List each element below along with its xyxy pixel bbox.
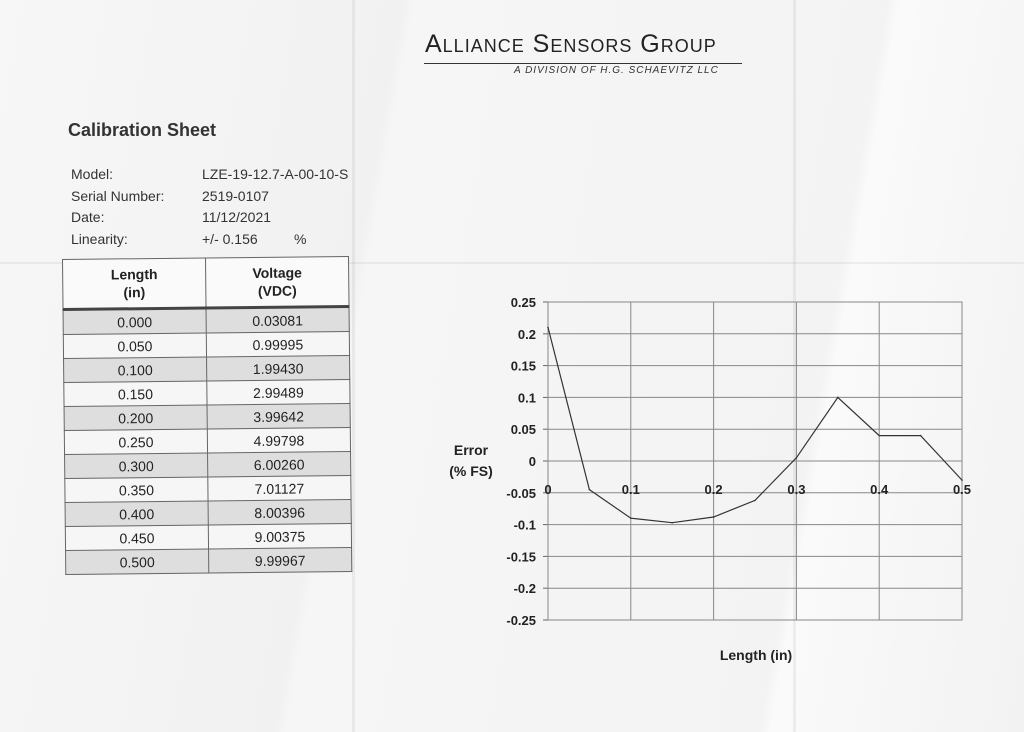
calibration-table (62, 256, 352, 575)
serial-label: Serial Number: (71, 188, 165, 204)
table-header-row (63, 256, 350, 309)
table-row (66, 547, 352, 574)
table-row (65, 475, 351, 502)
length-cell: 0.300 (65, 453, 208, 478)
y-axis-label: Error (453, 442, 489, 458)
voltage-cell: 6.00260 (208, 451, 351, 476)
length-cell: 0.400 (65, 501, 208, 526)
length-column-header (63, 258, 207, 309)
table-row (63, 331, 349, 358)
model-value: LZE-19-12.7-A-00-10-S (202, 166, 349, 182)
table-row (63, 306, 349, 334)
sheet-title: Calibration Sheet (68, 120, 217, 140)
y-tick-label: -0.15 (506, 549, 536, 565)
voltage-cell: 1.99430 (207, 355, 350, 380)
x-tick-label: 0 (544, 482, 552, 497)
table-row (65, 523, 351, 550)
date-value: 11/12/2021 (202, 209, 272, 225)
length-header-line2: (in) (123, 284, 146, 301)
data-point (920, 435, 922, 437)
length-cell: 0.150 (64, 381, 207, 406)
data-point (961, 479, 963, 481)
y-tick-label: -0.1 (513, 517, 536, 533)
x-axis-label: Length (in) (719, 647, 793, 663)
voltage-cell: 9.00375 (208, 523, 351, 548)
x-tick-label: 0.3 (787, 482, 806, 497)
y-tick-label: 0.05 (510, 422, 536, 438)
voltage-header-line2: (VDC) (257, 282, 297, 299)
y-tick-label: 0.1 (517, 390, 536, 406)
length-header-line1: Length (110, 266, 158, 283)
length-cell: 0.100 (64, 357, 207, 382)
y-tick-label: 0 (528, 454, 536, 469)
linearity-value: +/- 0.156 (202, 231, 258, 247)
linearity-unit: % (294, 231, 307, 247)
data-point (547, 327, 549, 329)
voltage-cell: 7.01127 (208, 475, 351, 500)
length-cell: 0.250 (64, 429, 207, 454)
y-tick-label: -0.25 (506, 613, 536, 628)
length-cell: 0.000 (63, 308, 206, 334)
y-tick-label: -0.2 (513, 581, 536, 597)
date-label: Date: (71, 209, 105, 225)
x-tick-label: 0.2 (704, 482, 723, 497)
length-cell: 0.050 (63, 333, 206, 358)
serial-value: 2519-0107 (202, 188, 269, 204)
voltage-column-header (205, 256, 349, 307)
table-row (64, 403, 350, 430)
x-tick-label: 0.5 (952, 482, 972, 497)
table-row (65, 499, 351, 526)
y-tick-label: 0.2 (517, 326, 536, 342)
y-axis-label: (% FS) (449, 463, 493, 479)
length-cell: 0.500 (66, 549, 209, 574)
data-point (589, 489, 591, 491)
length-cell: 0.350 (65, 477, 208, 502)
data-point (796, 457, 798, 459)
error-chart (440, 280, 1000, 680)
voltage-cell: 9.99967 (209, 547, 352, 572)
length-cell: 0.450 (65, 525, 208, 550)
x-tick-label: 0.4 (870, 482, 889, 497)
table-row (64, 355, 350, 382)
length-cell: 0.200 (64, 405, 207, 430)
y-tick-label: 0.25 (510, 295, 536, 310)
voltage-cell: 0.03081 (206, 306, 349, 332)
data-point (837, 397, 839, 399)
brand-logo-name: Alliance Sensors Group (425, 30, 717, 58)
y-tick-label: 0.15 (510, 358, 536, 374)
y-tick-label: -0.05 (506, 485, 536, 501)
linearity-label: Linearity: (71, 231, 128, 247)
voltage-cell: 2.99489 (207, 379, 350, 404)
x-tick-label: 0.1 (621, 482, 640, 497)
data-point (671, 522, 673, 524)
model-label: Model: (71, 166, 114, 182)
voltage-cell: 4.99798 (207, 427, 350, 452)
voltage-cell: 3.99642 (207, 403, 350, 428)
data-point (630, 517, 632, 519)
table-row (65, 451, 351, 478)
paper-fold-line (352, 0, 355, 732)
voltage-cell: 8.00396 (208, 499, 351, 524)
brand-logo-rule (424, 63, 742, 64)
voltage-header-line1: Voltage (252, 264, 303, 282)
table-row (64, 379, 350, 406)
brand-logo-division: A DIVISION OF H.G. SCHAEVITZ LLC (514, 65, 719, 76)
table-row (64, 427, 350, 454)
data-point (754, 500, 756, 502)
data-point (713, 516, 715, 518)
data-point (878, 435, 880, 437)
error-series-line (548, 327, 962, 522)
voltage-cell: 0.99995 (206, 331, 349, 356)
